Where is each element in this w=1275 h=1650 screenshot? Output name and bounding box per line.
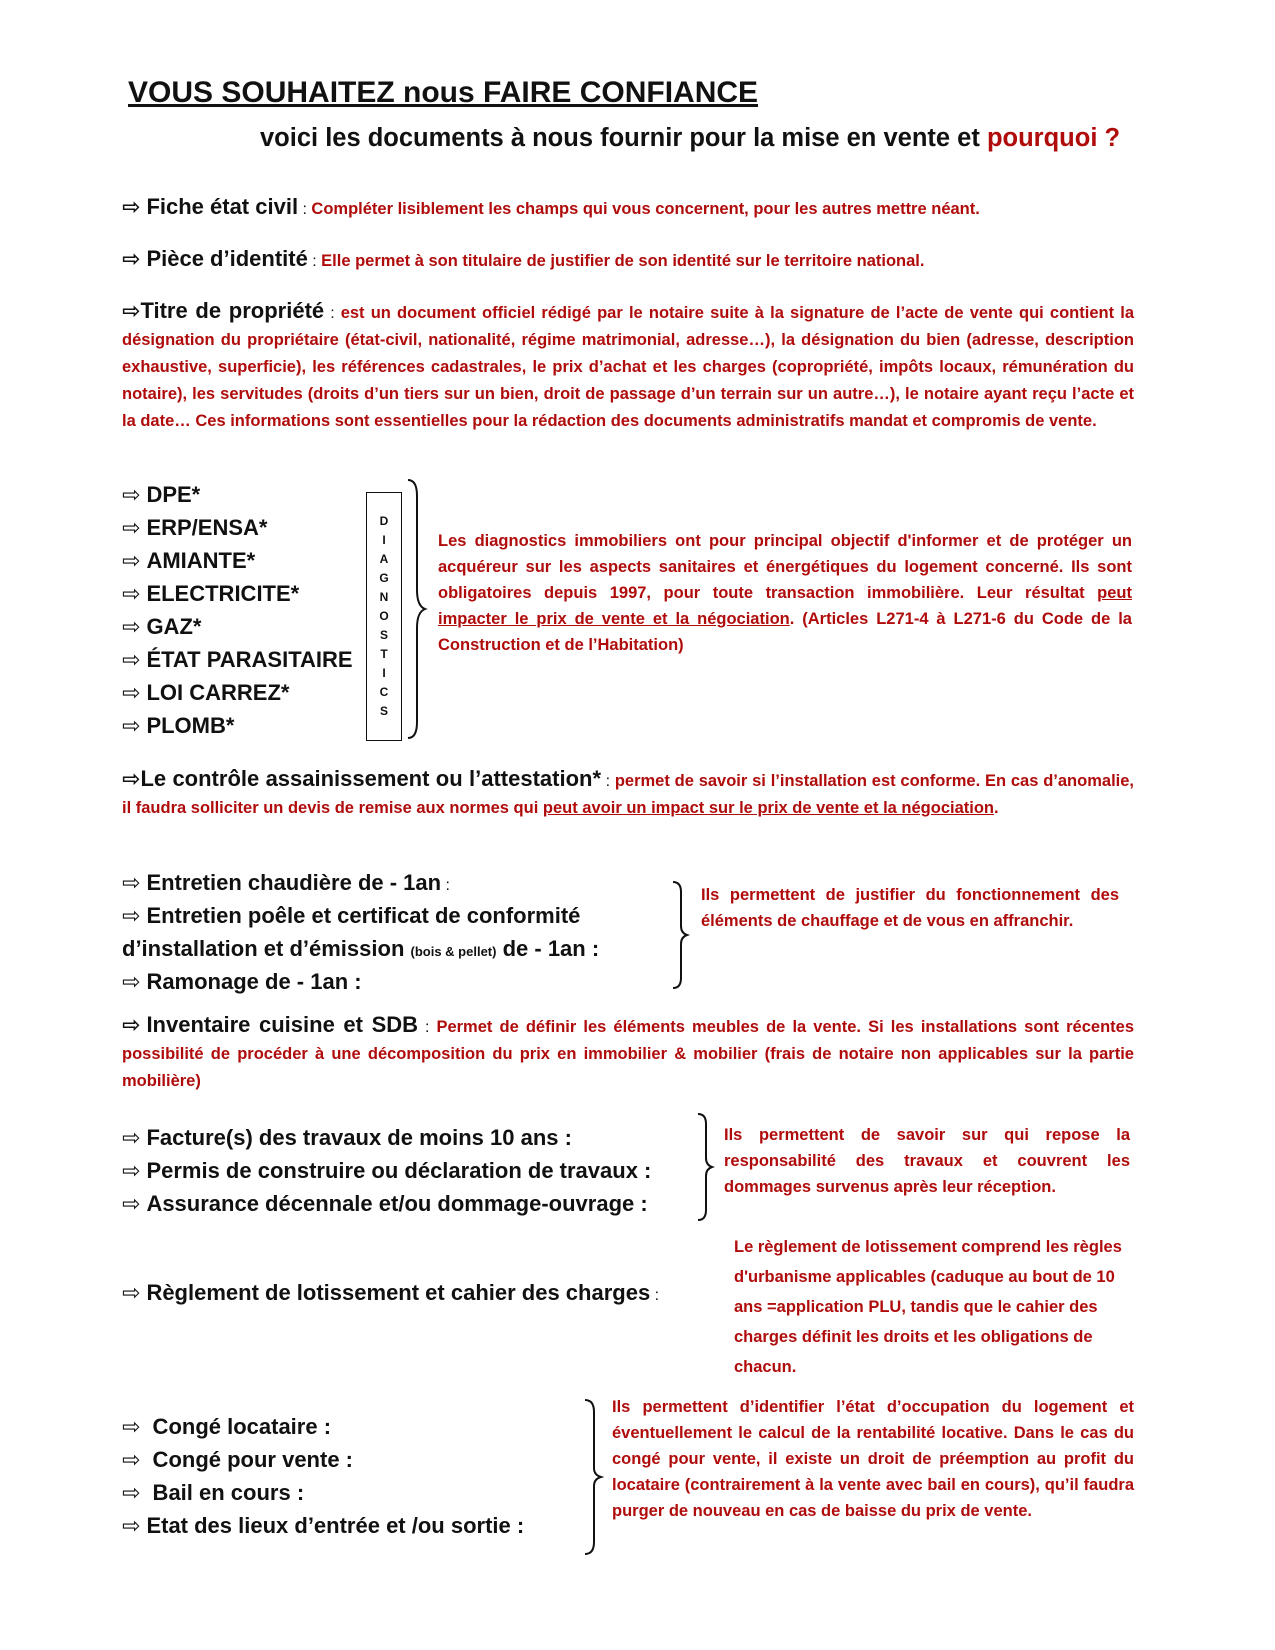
list-item: ⇨ Assurance décennale et/ou dommage-ouvrage :: [122, 1187, 651, 1220]
section-titre-propriete: ⇨Titre de propriété : est un document officiel rédigé par le notaire suite à la signature de l’acte de vente qui contient la désignation du propriétaire (état-civil, nationalité, régime matrimonial, adresse…), la désignation du bien (adresse, description exhaustive, superficie), les références cadastrales, le prix d’achat et les charges (copropriété, impôts locaux, rémunération du notaire), les servitudes (droits d’un tiers sur un bien, droit de passage d’un terrain sur un autre…), le notaire ayant reçu l’acte et la date… Ces informations sont essentielles pour la rédaction des documents administratifs mandat et compromis de vente.: [122, 298, 1135, 430]
diagnostics-description: Les diagnostics immobiliers ont pour principal objectif d'informer et de protéger un acquéreur sur les aspects sanitaires et énergétiques du logement concerné. Ils sont obligatoires depuis 1997, pour toute transaction immobilière. Leur résultat peut impacter le prix de vente et la négociation. (Articles L271-4 à L271-6 du Code de la Construction et de l’Habitation): [438, 532, 1132, 654]
right-arrow-icon: ⇨: [122, 1415, 141, 1440]
list-item: ⇨ GAZ*: [122, 610, 353, 643]
list-item: ⇨ Facture(s) des travaux de moins 10 ans :: [122, 1121, 651, 1154]
right-arrow-icon: ⇨: [122, 1281, 141, 1306]
travaux-description: Ils permettent de savoir sur qui repose la responsabilité des travaux et couvrent les dommages survenus après leur réception.: [724, 1126, 1130, 1196]
piece-description: Elle permet à son titulaire de justifier de son identité sur le territoire national.: [321, 252, 925, 270]
right-arrow-icon: ⇨: [122, 483, 141, 508]
fiche-label: Fiche état civil: [146, 194, 299, 219]
list-item-continuation: d’installation et d’émission (bois & pellet) de - 1an :: [122, 936, 600, 961]
location-brace-icon: [582, 1398, 604, 1556]
list-item: ⇨ ÉTAT PARASITAIRE: [122, 643, 353, 676]
travaux-brace-icon: [695, 1112, 715, 1222]
right-arrow-icon: ⇨: [122, 1013, 141, 1038]
list-item: ⇨ Congé locataire :: [122, 1410, 524, 1443]
titre-label: Titre de propriété: [140, 298, 325, 323]
list-item: ⇨ PLOMB*: [122, 709, 353, 742]
chauffage-brace-icon: [670, 880, 690, 990]
list-item: ⇨ ERP/ENSA*: [122, 511, 353, 544]
travaux-list: [122, 1121, 651, 1220]
list-item: ⇨ ELECTRICITE*: [122, 577, 353, 610]
right-arrow-icon: ⇨: [122, 549, 141, 574]
page-title: VOUS SOUHAITEZ nous FAIRE CONFIANCE: [128, 76, 759, 109]
diagnostics-brace-icon: [404, 478, 428, 740]
right-arrow-icon: ⇨: [122, 904, 141, 929]
list-item: ⇨ Entretien chaudière de - 1an :: [122, 866, 599, 899]
inventaire-label: Inventaire cuisine et SDB: [146, 1012, 419, 1037]
section-piece-identite: ⇨ Pièce d’identité : Elle permet à son titulaire de justifier de son identité sur le territoire national.: [122, 246, 925, 272]
location-list: [122, 1410, 524, 1542]
fiche-description: Compléter lisiblement les champs qui vous concernent, pour les autres mettre néant.: [311, 200, 980, 218]
page-subtitle: voici les documents à nous fournir pour la mise en vente et pourquoi ?: [260, 124, 1121, 152]
controle-description: permet de savoir si l’installation est conforme. En cas d’anomalie, il faudra solliciter un devis de remise aux normes qui peut avoir un impact sur le prix de vente et la négociation.: [122, 772, 1134, 817]
right-arrow-icon: ⇨: [122, 871, 141, 896]
list-item: ⇨ Bail en cours :: [122, 1476, 524, 1509]
right-arrow-icon: ⇨: [122, 1448, 141, 1473]
section-reglement: ⇨ Règlement de lotissement et cahier des charges :: [122, 1276, 659, 1310]
list-item: ⇨ Etat des lieux d’entrée et /ou sortie :: [122, 1509, 524, 1542]
right-arrow-icon: ⇨: [122, 1126, 141, 1151]
list-item: ⇨ LOI CARREZ*: [122, 676, 353, 709]
titre-description: est un document officiel rédigé par le notaire suite à la signature de l’acte de vente qui contient la désignation du propriétaire (état-civil, nationalité, régime matrimonial, adresse…), la désignation du bien (adresse, description exhaustive, superficie), les références cadastrales, le prix d’achat et les charges (copropriété, impôts locaux, rémunération du notaire), les servitudes (droits d’un tiers sur un bien, droit de passage d’un terrain sur un autre…), le notaire ayant reçu l’acte et la date… Ces informations sont essentielles pour la rédaction des documents administratifs mandat et compromis de vente.: [122, 304, 1135, 430]
right-arrow-icon: ⇨: [122, 648, 141, 673]
inventaire-description: Permet de définir les éléments meubles de la vente. Si les installations sont récentes possibilité de procéder à une décomposition du prix en immobilier & mobilier (frais de notaire non applicables sur la partie mobilière): [122, 1018, 1134, 1090]
list-item: ⇨ Entretien poêle et certificat de conformité: [122, 899, 599, 932]
right-arrow-icon: ⇨: [122, 299, 141, 324]
reglement-label: Règlement de lotissement et cahier des charges: [146, 1280, 651, 1305]
diagnostics-list: [122, 478, 353, 742]
section-fiche-etat-civil: ⇨ Fiche état civil : Compléter lisiblement les champs qui vous concernent, pour les autres mettre néant.: [122, 194, 980, 220]
right-arrow-icon: ⇨: [122, 1514, 141, 1539]
reglement-description: Le règlement de lotissement comprend les règles d'urbanisme applicables (caduque au bout de 10 ans =application PLU, tandis que le cahier des charges définit les droits et les obligations de chacun.: [734, 1238, 1122, 1376]
right-arrow-icon: ⇨: [122, 767, 141, 792]
list-item: ⇨ Congé pour vente :: [122, 1443, 524, 1476]
location-description: Ils permettent d’identifier l’état d’occupation du logement et éventuellement le calcul de la rentabilité locative. Dans le cas du congé pour vente, il existe un droit de préemption au profit du locataire (contrairement à la vente avec bail en cours), qu’il faudra purger de nouveau en cas de baisse du prix de vente.: [612, 1398, 1134, 1520]
right-arrow-icon: ⇨: [122, 681, 141, 706]
list-item: ⇨ AMIANTE*: [122, 544, 353, 577]
section-controle-assainissement: ⇨Le contrôle assainissement ou l’attestation* : permet de savoir si l’installation est conforme. En cas d’anomalie, il faudra solliciter un devis de remise aux normes qui peut avoir un impact sur le prix de vente et la négociation.: [122, 766, 1134, 817]
chauffage-description: Ils permettent de justifier du fonctionnement des éléments de chauffage et de vous en affranchir.: [701, 886, 1119, 930]
piece-label: Pièce d’identité: [146, 246, 308, 271]
right-arrow-icon: ⇨: [122, 1159, 141, 1184]
right-arrow-icon: ⇨: [122, 195, 141, 220]
list-item: ⇨ Ramonage de - 1an :: [122, 965, 599, 998]
right-arrow-icon: ⇨: [122, 1481, 141, 1506]
controle-label: Le contrôle assainissement ou l’attestation*: [140, 766, 602, 791]
right-arrow-icon: ⇨: [122, 714, 141, 739]
right-arrow-icon: ⇨: [122, 970, 141, 995]
diagnostics-vertical-label: D I A G N O S T I C S: [366, 492, 402, 741]
section-inventaire: ⇨ Inventaire cuisine et SDB : Permet de définir les éléments meubles de la vente. Si les installations sont récentes possibilité de procéder à une décomposition du prix en immobilier & mobilier (frais de notaire non applicables sur la partie mobilière): [122, 1012, 1134, 1090]
list-item: ⇨ Permis de construire ou déclaration de travaux :: [122, 1154, 651, 1187]
list-item: ⇨ DPE*: [122, 478, 353, 511]
chauffage-list: [122, 866, 599, 998]
right-arrow-icon: ⇨: [122, 1192, 141, 1217]
right-arrow-icon: ⇨: [122, 615, 141, 640]
right-arrow-icon: ⇨: [122, 247, 141, 272]
right-arrow-icon: ⇨: [122, 516, 141, 541]
right-arrow-icon: ⇨: [122, 582, 141, 607]
